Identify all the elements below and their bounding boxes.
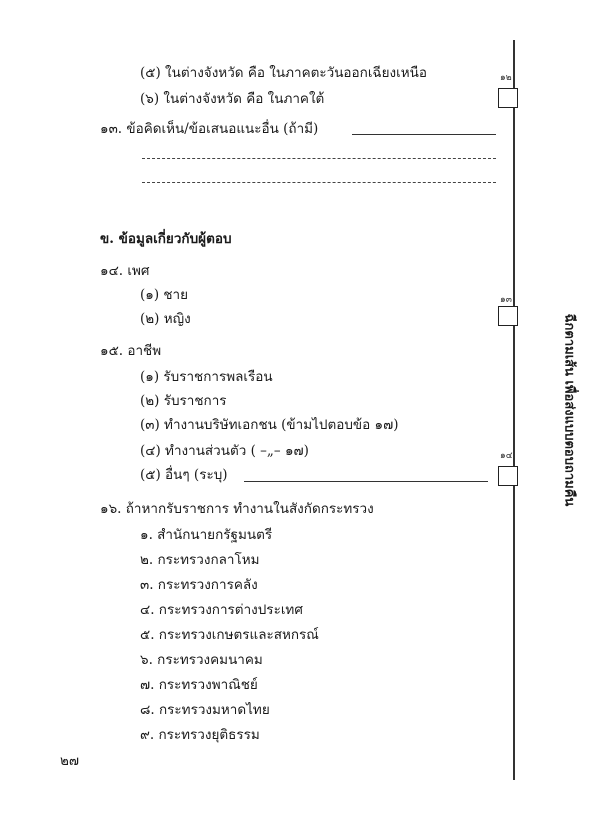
ministry-item: ๔. กระทรวงการต่างประเทศ [140, 602, 303, 618]
option-q15-3: (๓) ทำงานบริษัทเอกชน (ข้ามไปตอบข้อ ๑๗) [140, 417, 399, 433]
ministry-item: ๗. กระทรวงพาณิชย์ [140, 677, 258, 693]
ministry-item: ๖. กระทรวงคมนาคม [140, 652, 263, 668]
q13-answer-line-2[interactable] [142, 158, 496, 159]
tear-line [513, 40, 515, 780]
column-code: ๑๔ [500, 451, 513, 461]
ministry-item: ๕. กระทรวงเกษตรและสหกรณ์ [140, 627, 319, 643]
option-q15-2: (๒) รับราชการ [140, 393, 227, 409]
question-16: ๑๖. ถ้าหากรับราชการ ทำงานในสังกัดกระทรวง [100, 501, 374, 517]
answer-box-q14[interactable] [498, 306, 518, 326]
q15-other-line[interactable] [244, 481, 488, 482]
answer-box-q12[interactable] [498, 88, 518, 108]
option-q14-1: (๑) ชาย [140, 287, 189, 303]
ministry-item: ๒. กระทรวงกลาโหม [140, 552, 260, 568]
option-q15-5: (๕) อื่นๆ (ระบุ) [140, 467, 228, 483]
ministry-item: ๓. กระทรวงการคลัง [140, 577, 258, 593]
tear-instruction [560, 300, 580, 520]
page-number: ๒๗ [60, 753, 80, 769]
option-q15-1: (๑) รับราชการพลเรือน [140, 369, 273, 385]
column-code: ๑๓ [500, 295, 512, 305]
question-13: ๑๓. ข้อคิดเห็น/ข้อเสนอแนะอื่น (ถ้ามี) [100, 121, 319, 137]
ministry-item: ๘. กระทรวงมหาดไทย [140, 702, 270, 718]
question-15: ๑๕. อาชีพ [100, 343, 162, 359]
q13-answer-line-3[interactable] [142, 182, 496, 183]
option-q14-2: (๒) หญิง [140, 311, 191, 327]
q13-answer-line-1[interactable] [352, 134, 496, 135]
option-q12-5: (๕) ในต่างจังหวัด คือ ในภาคตะวันออกเฉียงเหนือ [140, 65, 427, 81]
question-14: ๑๔. เพศ [100, 263, 150, 279]
section-heading: ข. ข้อมูลเกี่ยวกับผู้ตอบ [100, 231, 232, 247]
ministry-item: ๙. กระทรวงยุติธรรม [140, 727, 260, 743]
option-q12-6: (๖) ในต่างจังหวัด คือ ในภาคใต้ [140, 91, 325, 107]
option-q15-4: (๔) ทำงานส่วนตัว ( –„– ๑๗) [140, 443, 309, 459]
answer-box-q15[interactable] [498, 466, 518, 486]
ministry-item: ๑. สำนักนายกรัฐมนตรี [140, 527, 273, 543]
column-code: ๑๒ [500, 73, 512, 83]
tear-instruction-text: ฉีกตามเส้น เพื่อส่งแบบตอบถามคืน [561, 313, 577, 507]
